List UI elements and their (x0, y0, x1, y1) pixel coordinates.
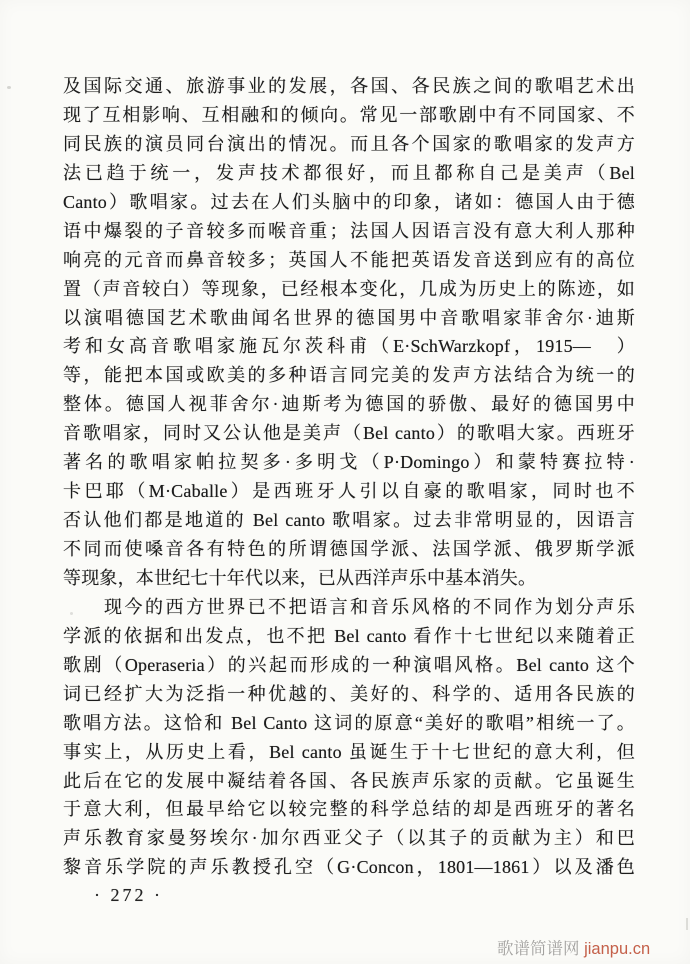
text-line-paragraph-end: 等现象，本世纪七十年代以来，已从西洋声乐中基本消失。 (63, 567, 537, 588)
watermark-site-url[interactable]: jianpu.cn (584, 940, 651, 958)
text-line: 置（声音较白）等现象，已经根本变化，几成为历史上的陈迹，如 (63, 278, 635, 299)
text-line-paragraph-start: 现今的西方世界已不把语言和音乐风格的不同作为划分声乐 (63, 596, 635, 617)
text-line: 著名的歌唱家帕拉契多·多明戈（P·Domingo）和蒙特赛拉特· (63, 452, 635, 473)
scan-artifact (7, 86, 11, 89)
text-line: 音歌唱家，同时又公认他是美声（Bel canto）的歌唱大家。西班牙 (63, 423, 635, 444)
watermark (497, 935, 650, 959)
text-line: 法已趋于统一，发声技术都很好，而且都称自己是美声（Bel (63, 162, 635, 183)
text-line: 学派的依据和出发点，也不把 Bel canto 看作十七世纪以来随着正 (63, 625, 635, 646)
page-number: · 272 · (94, 885, 163, 905)
text-line: 词已经扩大为泛指一种优越的、美好的、科学的、适用各民族的 (63, 683, 635, 704)
text-line: 卡巴耶（M·Caballe）是西班牙人引以自豪的歌唱家，同时也不 (63, 481, 635, 502)
text-line: 整体。德国人视菲舍尔·迪斯考为德国的骄傲、最好的德国男中 (63, 394, 635, 415)
text-line: 同民族的演员同台演出的情况。而且各个国家的歌唱家的发声方 (63, 133, 635, 154)
text-line: 响亮的元音而鼻音较多；英国人不能把英语发音送到应有的高位 (63, 249, 635, 270)
body-text (63, 72, 635, 882)
scan-artifact (686, 918, 688, 930)
text-line: 歌剧（Operaseria）的兴起而形成的一种演唱风格。Bel canto 这个 (63, 654, 635, 675)
text-line: 现了互相影响、互相融和的倾向。常见一部歌剧中有不同国家、不 (63, 104, 635, 125)
text-line: Canto）歌唱家。过去在人们头脑中的印象，诸如：德国人由于德 (63, 191, 635, 212)
text-line: 考和女高音歌唱家施瓦尔茨科甫（E·SchWarzkopf，1915— ） (63, 336, 635, 357)
text-line: 以演唱德国艺术歌曲闻名世界的德国男中音歌唱家菲舍尔·迪斯 (63, 307, 635, 328)
scan-artifact (70, 612, 73, 615)
text-line: 歌唱方法。这恰和 Bel Canto 这词的原意“美好的歌唱”相统一了。 (63, 712, 635, 733)
watermark-site-name: 歌谱简谱网 (497, 940, 580, 958)
text-line: 不同而使嗓音各有特色的所谓德国学派、法国学派、俄罗斯学派 (63, 539, 635, 559)
text-line: 声乐教育家曼努埃尔·加尔西亚父子（以其子的贡献为主）和巴 (63, 828, 635, 849)
text-line: 于意大利，但最早给它以较完整的科学总结的却是西班牙的著名 (63, 799, 635, 820)
text-line: 语中爆裂的子音较多而喉音重；法国人因语言没有意大利人那种 (63, 220, 635, 241)
text-line: 此后在它的发展中凝结着各国、各民族声乐家的贡献。它虽诞生 (63, 770, 635, 791)
text-line: 事实上，从历史上看，Bel canto 虽诞生于十七世纪的意大利，但 (63, 741, 635, 762)
text-line: 及国际交通、旅游事业的发展，各国、各民族之间的歌唱艺术出 (63, 76, 635, 96)
text-line: 黎音乐学院的声乐教授孔空（G·Concon，1801—1861）以及潘色 (63, 857, 635, 878)
text-line: 等，能把本国或欧美的多种语言同完美的发声方法结合为统一的 (63, 365, 635, 386)
text-line: 否认他们都是地道的 Bel canto 歌唱家。过去非常明显的，因语言 (63, 510, 635, 531)
